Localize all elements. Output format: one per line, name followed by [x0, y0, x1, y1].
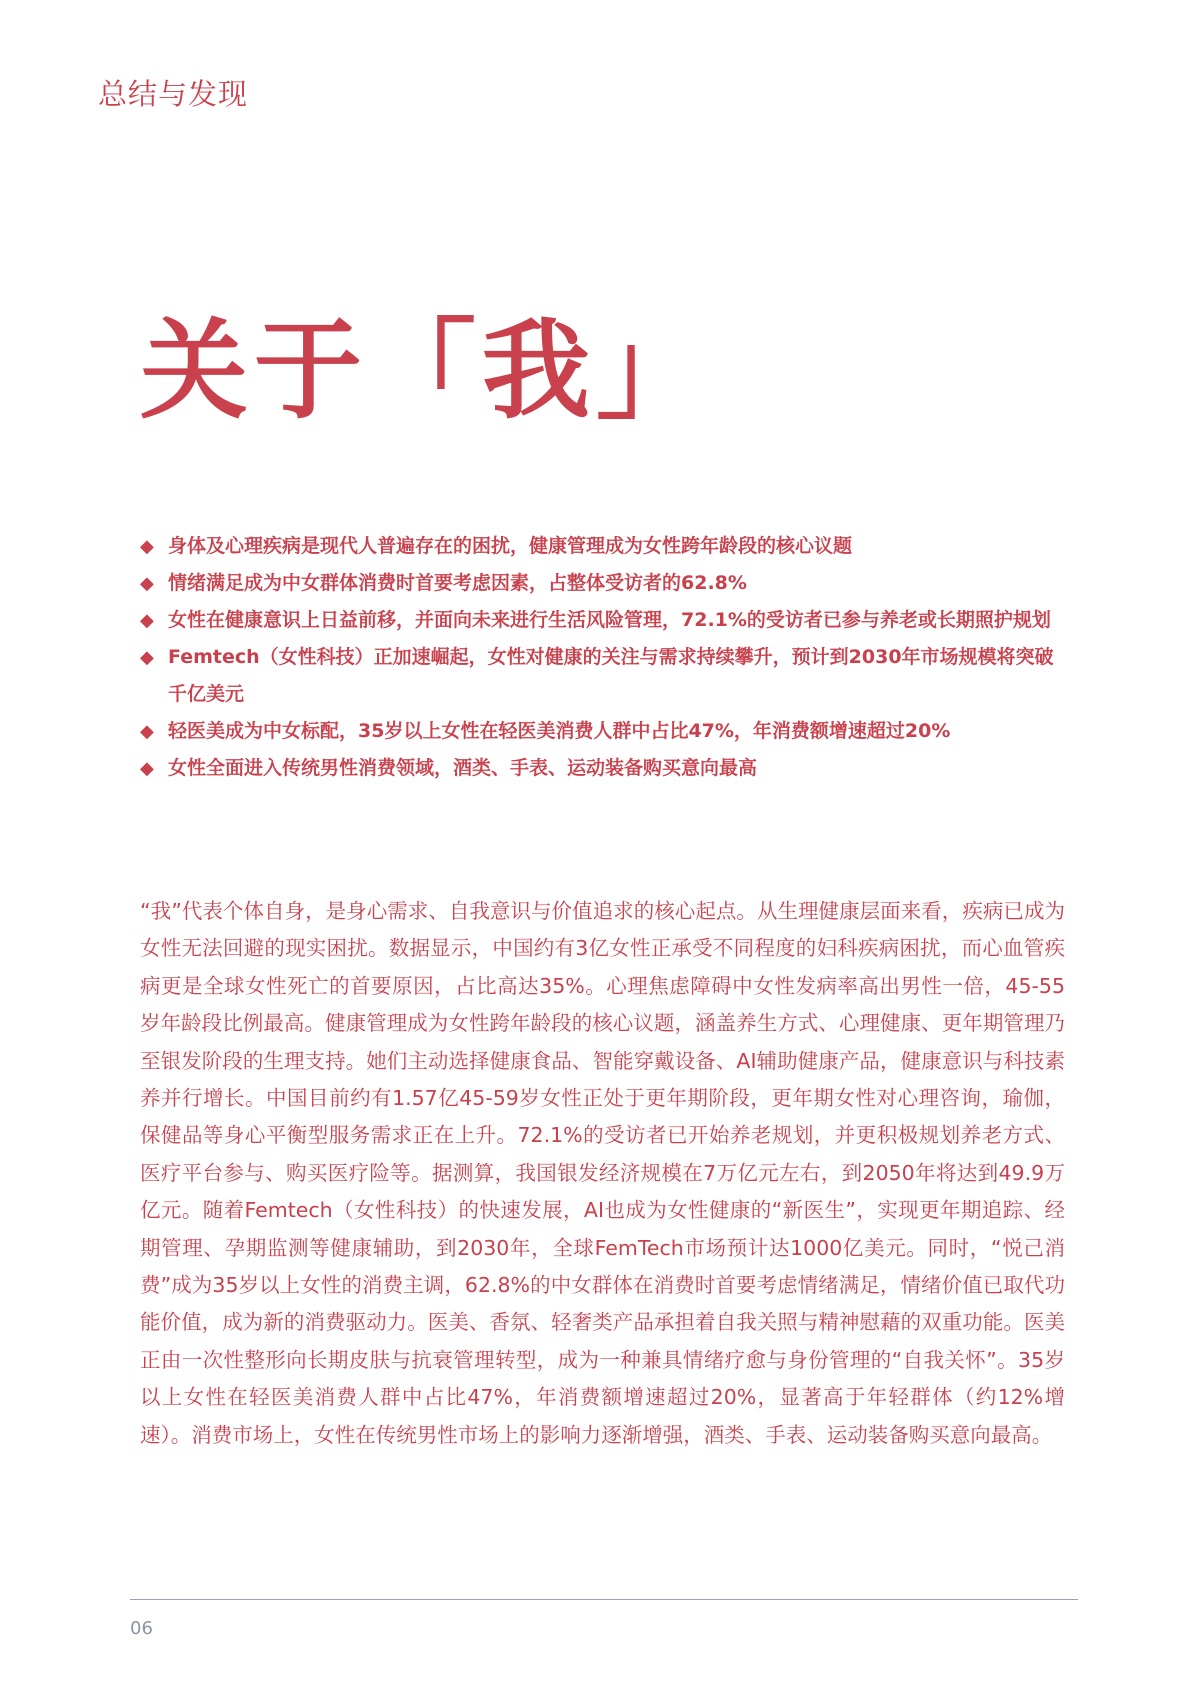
diamond-bullet-icon: ◆ [140, 721, 154, 742]
diamond-bullet-icon: ◆ [140, 536, 154, 557]
diamond-bullet-icon: ◆ [140, 610, 154, 631]
highlight-text: 身体及心理疾病是现代人普遍存在的困扰，健康管理成为女性跨年龄段的核心议题 [168, 535, 853, 557]
highlight-item [140, 602, 1060, 639]
highlight-item [140, 639, 1060, 713]
diamond-bullet-icon: ◆ [140, 573, 154, 594]
highlight-text: 情绪满足成为中女群体消费时首要考虑因素，占整体受访者的62.8% [168, 572, 747, 594]
highlight-text: 女性在健康意识上日益前移，并面向未来进行生活风险管理，72.1%的受访者已参与养老或长期照护规划 [168, 609, 1051, 631]
highlight-text: 轻医美成为中女标配，35岁以上女性在轻医美消费人群中占比47%，年消费额增速超过20% [168, 720, 951, 742]
highlight-item [140, 528, 1060, 565]
highlight-item [140, 750, 1060, 787]
highlights-list [140, 528, 1060, 787]
body-paragraph: “我”代表个体自身，是身心需求、自我意识与价值追求的核心起点。从生理健康层面来看，疾病已成为女性无法回避的现实困扰。数据显示，中国约有3亿女性正承受不同程度的妇科疾病困扰，而心血管疾病更是全球女性死亡的首要原因，占比高达35%。心理焦虑障碍中女性发病率高出男性一倍，45-55岁年龄段比例最高。健康管理成为女性跨年龄段的核心议题，涵盖养生方式、心理健康、更年期管理乃至银发阶段的生理支持。她们主动选择健康食品、智能穿戴设备、AI辅助健康产品，健康意识与科技素养并行增长。中国目前约有1.57亿45-59岁女性正处于更年期阶段，更年期女性对心理咨询，瑜伽，保健品等身心平衡型服务需求正在上升。72.1%的受访者已开始养老规划，并更积极规划养老方式、医疗平台参与、购买医疗险等。据测算，我国银发经济规模在7万亿元左右，到2050年将达到49.9万亿元。随着Femtech（女性科技）的快速发展，AI也成为女性健康的“新医生”，实现更年期追踪、经期管理、孕期监测等健康辅助，到2030年，全球FemTech市场预计达1000亿美元。同时，“悦己消费”成为35岁以上女性的消费主调，62.8%的中女群体在消费时首要考虑情绪满足，情绪价值已取代功能价值，成为新的消费驱动力。医美、香氛、轻奢类产品承担着自我关照与精神慰藉的双重功能。医美正由一次性整形向长期皮肤与抗衰管理转型，成为一种兼具情绪疗愈与身份管理的“自我关怀”。35岁以上女性在轻医美消费人群中占比47%，年消费额增速超过20%，显著高于年轻群体（约12%增速）。消费市场上，女性在传统男性市场上的影响力逐渐增强，酒类、手表、运动装备购买意向最高。 [140, 899, 1065, 1447]
diamond-bullet-icon: ◆ [140, 758, 154, 779]
highlight-item [140, 713, 1060, 750]
highlight-text: Femtech（女性科技）正加速崛起，女性对健康的关注与需求持续攀升，预计到2030年市场规模将突破千亿美元 [168, 646, 1054, 705]
page-number: 06 [130, 1618, 153, 1639]
section-label: 总结与发现 [98, 77, 249, 111]
page-title: 关于「我」 [140, 309, 711, 434]
diamond-bullet-icon: ◆ [140, 647, 154, 668]
footer-divider [130, 1599, 1078, 1600]
highlight-text: 女性全面进入传统男性消费领域，酒类、手表、运动装备购买意向最高 [168, 757, 758, 779]
highlight-item [140, 565, 1060, 602]
